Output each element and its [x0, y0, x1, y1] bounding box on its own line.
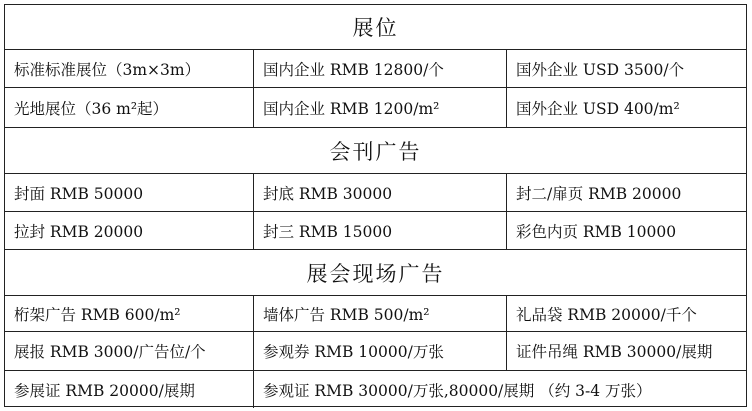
section-title: 展会现场广告 — [306, 261, 445, 286]
table-cell-merged: 参观证 RMB 30000/万张,80000/展期 （约 3-4 万张） — [253, 371, 746, 408]
table-row — [5, 212, 746, 250]
table-cell: 拉封 RMB 20000 — [14, 222, 144, 241]
section-header-onsite-ads — [5, 250, 746, 296]
section-header-booth — [5, 5, 746, 50]
table-row — [5, 371, 746, 408]
table-row — [5, 88, 746, 128]
table-row — [5, 296, 746, 332]
table-cell: 封底 RMB 30000 — [253, 174, 506, 211]
table-row — [5, 50, 746, 88]
table-cell: 参观券 RMB 10000/万张 — [253, 332, 506, 370]
table-cell: 证件吊绳 RMB 30000/展期 — [506, 332, 746, 370]
price-table — [4, 4, 747, 407]
table-cell: 墙体广告 RMB 500/m² — [253, 296, 506, 331]
section-title: 会刊广告 — [329, 139, 422, 164]
table-cell: 封面 RMB 50000 — [14, 184, 144, 203]
section-title: 展位 — [352, 16, 399, 40]
table-cell: 桁架广告 RMB 600/m² — [14, 305, 181, 324]
table-cell: 国内企业 RMB 1200/m² — [253, 88, 506, 127]
section-header-catalog-ads — [5, 128, 746, 174]
table-row — [5, 174, 746, 212]
table-cell: 光地展位（36 m²起） — [14, 99, 169, 118]
table-row — [5, 332, 746, 371]
table-cell: 彩色内页 RMB 10000 — [506, 212, 746, 249]
table-cell: 国内企业 RMB 12800/个 — [253, 50, 506, 87]
table-cell: 参展证 RMB 20000/展期 — [14, 381, 195, 400]
table-cell: 封三 RMB 15000 — [253, 212, 506, 249]
table-cell: 礼品袋 RMB 20000/千个 — [506, 296, 746, 331]
table-cell: 标准标准展位（3m×3m） — [14, 60, 201, 79]
table-cell: 封二/扉页 RMB 20000 — [506, 174, 746, 211]
table-cell: 展报 RMB 3000/广告位/个 — [14, 343, 206, 361]
table-cell: 国外企业 USD 400/m² — [506, 88, 746, 127]
table-cell: 国外企业 USD 3500/个 — [506, 50, 746, 87]
